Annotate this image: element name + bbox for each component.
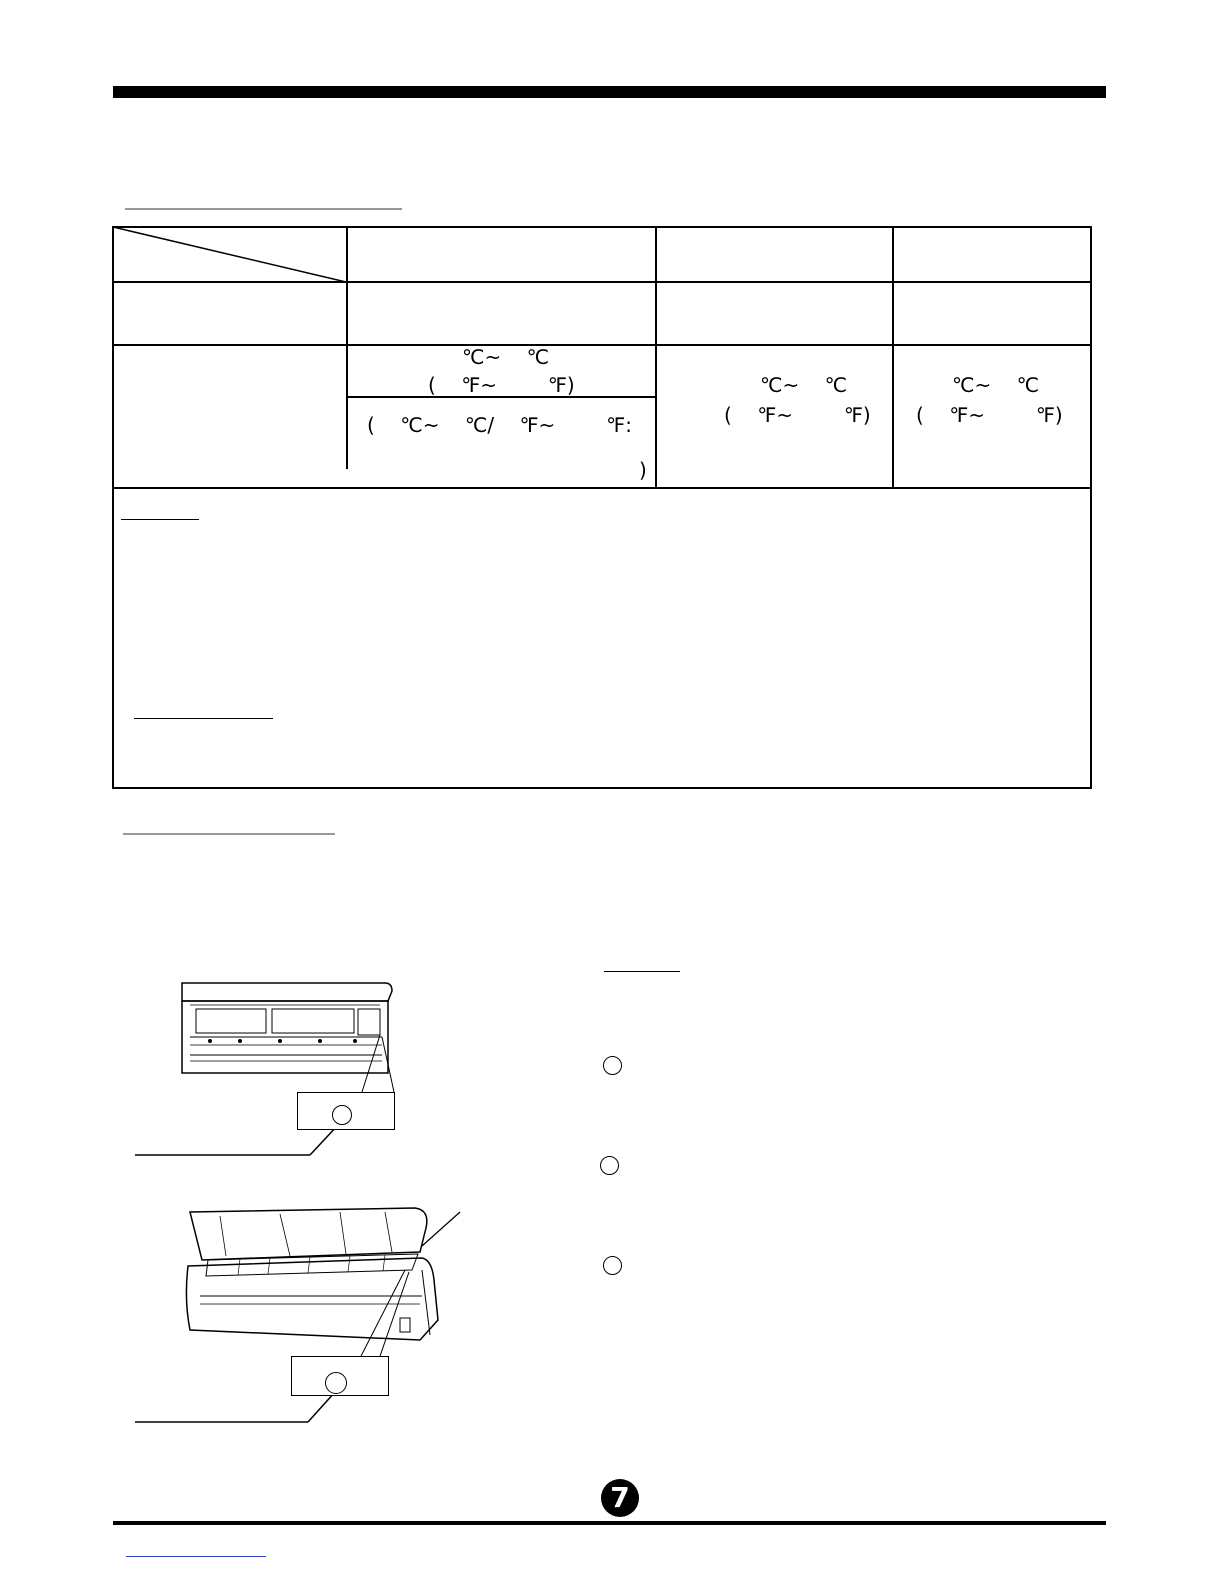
indoor-unit-illustration-1: [130, 975, 430, 1165]
section2-heading-underline: [123, 833, 335, 835]
step-marker-2: [600, 1156, 619, 1175]
step-marker-1: [603, 1056, 622, 1075]
temp-col2-line2: ( ℉~ ℉): [724, 403, 871, 427]
temp-col1-lower-line2: ): [639, 458, 647, 482]
table-col-line-2: [655, 226, 657, 489]
section-heading-underline: [125, 208, 402, 210]
callout-circle-2: [325, 1372, 347, 1394]
temp-col1-lower-line1: ( ℃~ ℃/ ℉~ ℉:: [367, 413, 632, 437]
temp-col3-line2: ( ℉~ ℉): [916, 403, 1063, 427]
page-number-badge: 7: [601, 1479, 639, 1517]
temp-col2-line1: ℃~ ℃: [760, 373, 848, 397]
table-diagonal-header: [112, 226, 348, 283]
caution-heading-underline: [134, 718, 273, 719]
top-rule: [113, 86, 1106, 98]
note-heading-underline: [121, 519, 199, 520]
step-marker-3: [603, 1256, 622, 1275]
temp-col1-upper-line1: ℃~ ℃: [462, 345, 550, 369]
bottom-rule: [113, 1521, 1106, 1525]
table-row-line-2: [112, 344, 1092, 346]
table-col-line-3: [892, 226, 894, 489]
temp-col1-upper-line2: ( ℉~ ℉): [428, 373, 575, 397]
table-border-bottom: [112, 787, 1092, 789]
footer-link-underline[interactable]: [126, 1556, 266, 1557]
temp-col3-line1: ℃~ ℃: [952, 373, 1040, 397]
table-border-right: [1090, 226, 1092, 789]
right-note-heading-underline: [604, 971, 680, 972]
table-row-line-3: [112, 487, 1092, 489]
callout-circle-1: [332, 1105, 352, 1125]
table-border-left: [112, 226, 114, 789]
